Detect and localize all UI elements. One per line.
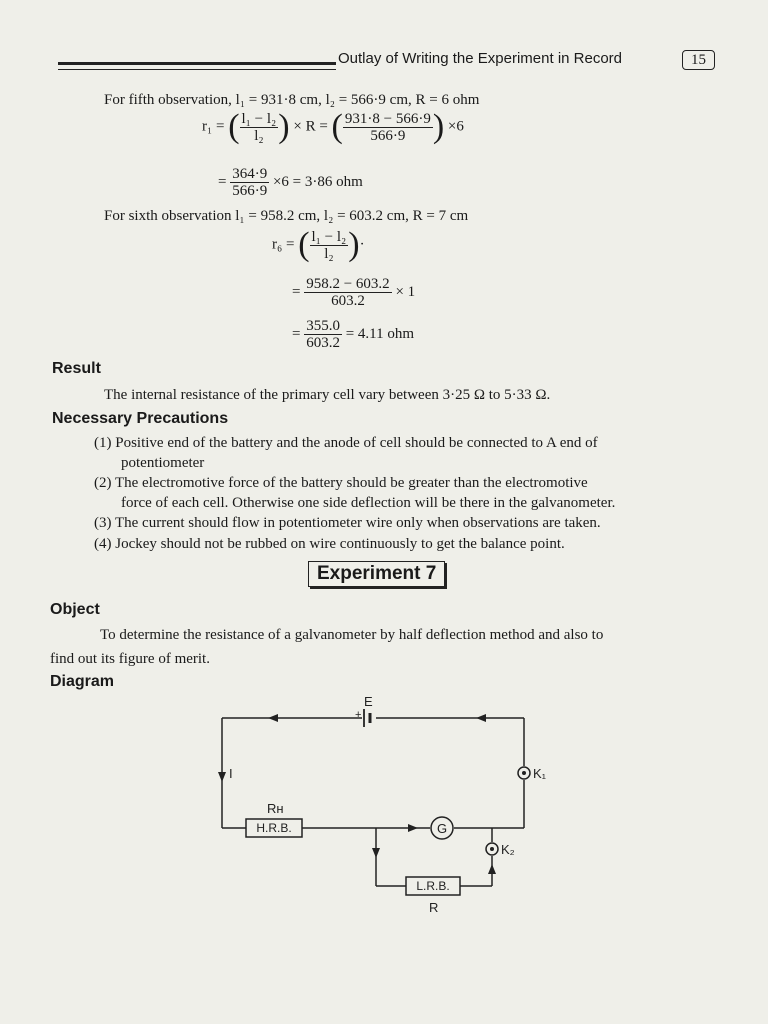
fraction-l1-l2: $\frac{\text{l₁ − l₂}}{\text{l₂}}$ xyxy=(241,110,277,144)
object-heading: Object xyxy=(50,601,100,618)
arrow-right-icon xyxy=(408,824,418,832)
r-label: R xyxy=(429,900,439,915)
object-text-line2: find out its figure of merit. xyxy=(50,651,210,667)
key-k1-label: K₁ xyxy=(533,766,547,781)
precaution-item-cont: force of each cell. Otherwise one side deflection will be there in the galvanometer. xyxy=(121,495,616,511)
battery-icon xyxy=(364,709,370,727)
paren-open: ( xyxy=(228,108,240,145)
precaution-item: (3) The current should flow in potentiometer wire only when observations are taken. xyxy=(94,515,601,531)
arrow-left-icon xyxy=(476,714,486,722)
times-r: × R = xyxy=(293,118,328,135)
arrow-down-icon xyxy=(218,772,226,782)
result-heading: Result xyxy=(52,360,101,377)
fifth-observation-line: For fifth observation, l₁ = 931·8 cm, l₂ = 566·9 cm, R = 6 ohm xyxy=(104,92,480,108)
paren-close: ) xyxy=(278,108,290,145)
r1-equation: r₁ = ( $\frac{\text{l₁ − l₂}}{\text{l₂}}$ ) × R = ( $\frac{931\cdot 8 - 566\cdot 9}{566\cdot 9}$ ) ×6 xyxy=(202,108,464,145)
step-5: = $\frac{364\cdot 9}{566\cdot 9}$ ×6 = 3·86 ohm xyxy=(218,166,363,199)
times-1: × 1 xyxy=(395,283,416,300)
r1-label: r₁ = xyxy=(202,118,225,135)
step-6b: = $\frac{355.0}{603.2}$ = 4.11 ohm xyxy=(292,318,415,351)
experiment-title: Experiment 7 xyxy=(308,561,445,587)
running-header: Outlay of Writing the Experiment in Record xyxy=(338,50,623,67)
hrb-label: H.R.B. xyxy=(256,821,292,835)
step-6-result: = 4.11 ohm xyxy=(345,325,415,342)
galvanometer-label: G xyxy=(436,821,448,836)
rh-label: Rн xyxy=(267,801,284,816)
fraction-values-6: $\frac{958.2 - 603.2}{603.2}$ xyxy=(306,276,390,309)
lrb-label: L.R.B. xyxy=(416,879,450,893)
result-text: The internal resistance of the primary cell vary between 3·25 Ω to 5·33 Ω. xyxy=(104,387,551,403)
arrow-down-icon xyxy=(372,848,380,858)
times-6: ×6 xyxy=(447,118,464,135)
page-number: 15 xyxy=(682,50,715,70)
sixth-observation-line: For sixth observation l₁ = 958.2 cm, l₂ = 603.2 cm, R = 7 cm xyxy=(104,208,469,224)
step-5-result: ×6 = 3·86 ohm xyxy=(272,173,363,190)
fraction-step-6: $\frac{355.0}{603.2}$ xyxy=(306,318,340,351)
fraction-step-5: $\frac{364\cdot 9}{566\cdot 9}$ xyxy=(232,166,268,199)
step-6a: = $\frac{958.2 - 603.2}{603.2}$ × 1 xyxy=(292,276,416,309)
precaution-item: (4) Jockey should not be rubbed on wire continuously to get the balance point. xyxy=(94,536,565,552)
precaution-item-cont: potentiometer xyxy=(121,455,205,471)
precautions-heading: Necessary Precautions xyxy=(52,410,229,427)
battery-label: E xyxy=(364,694,373,709)
fraction-l1-l2-6: $\frac{\text{l₁ − l₂}}{\text{l₂}}$ xyxy=(311,228,347,262)
fraction-values-5: $\frac{931\cdot 8 - 566\cdot 9}{566\cdot 9}$ xyxy=(344,110,431,144)
precaution-item: (1) Positive end of the battery and the anode of cell should be connected to A end of xyxy=(94,435,598,451)
precaution-item: (2) The electromotive force of the battery should be greater than the electromotive xyxy=(94,475,588,491)
object-text-line1: To determine the resistance of a galvanometer by half deflection method and also to xyxy=(100,627,604,643)
arrow-left-icon xyxy=(268,714,278,722)
r6-equation: r₆ = ( $\frac{\text{l₁ − l₂}}{\text{l₂}}$ )· xyxy=(272,226,365,263)
key-k2-label: K₂ xyxy=(501,842,515,857)
r6-label: r₆ = xyxy=(272,236,295,253)
diagram-heading: Diagram xyxy=(50,673,115,690)
arrow-up-icon xyxy=(488,864,496,874)
battery-plus-sign: + xyxy=(355,709,362,721)
current-label: I xyxy=(229,766,233,781)
